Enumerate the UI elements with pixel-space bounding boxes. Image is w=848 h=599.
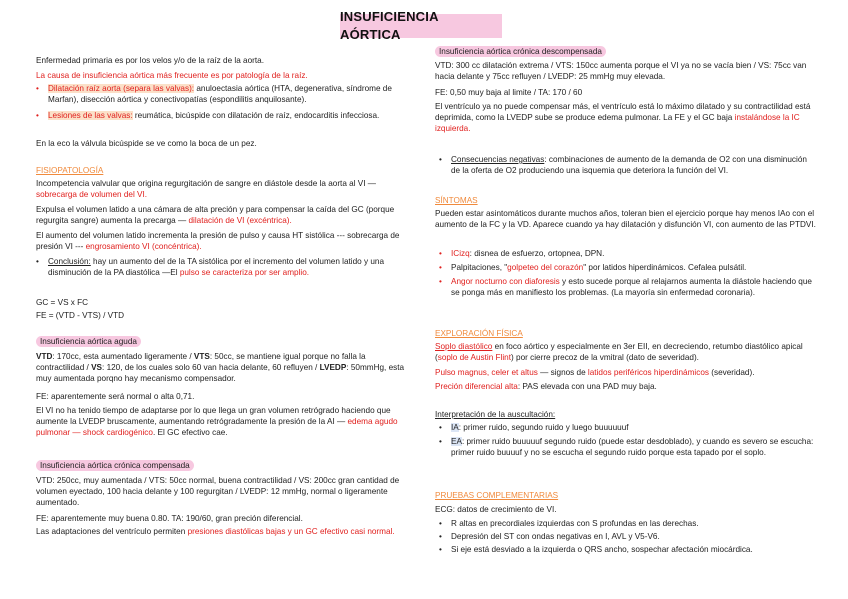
text-red: edema agudo pulmonar — shock cardiogénico	[36, 417, 398, 438]
cause-text: La causa de insuficiencia aórtica más frecuente es por patología de la raíz.	[36, 71, 308, 80]
sintoma-bullet-3	[451, 276, 817, 298]
auscultacion-bullet-ea	[451, 436, 817, 458]
bullet-text: Palpitaciones, "	[451, 263, 508, 272]
label: VTD	[36, 352, 53, 361]
text: (severidad).	[708, 368, 755, 377]
bullet-text: hay un aumento del de la TA sistólica por el incremento del volumen latido y una disminución de la PA diastólica —El	[48, 257, 385, 278]
text: — signos de	[537, 368, 588, 377]
text: El ventrículo ya no puede compensar más, el ventrículo está lo máximo dilatado y su contractilidad está deprimida, como la LVEDP sube se produce edema pulmonar. La FE y el GC baja	[435, 102, 811, 123]
bullet-label: EA	[451, 437, 462, 446]
heading-pill: Insuficiencia aórtica crónica compensada	[36, 460, 194, 471]
prueba-bullet-2: • Depresión del ST con ondas negativas en I, AVL y V5-V6.	[451, 531, 660, 542]
ecg-text: ECG: datos de crecimiento de VI.	[435, 505, 557, 514]
text: ) por cierre precoz de la vmitral (dato de severidad).	[511, 353, 699, 363]
fisio-paragraph-2	[36, 204, 408, 226]
descompensada-fe: FE: 0,50 muy baja al limite / TA: 170 / 60	[435, 88, 583, 97]
cause-bullet-2	[48, 110, 398, 121]
bullet-text: " por latidos hiperdinámicos. Cefalea pulsátil.	[583, 263, 747, 272]
exploracion-heading: EXPLORACIÓN FÍSICA	[435, 329, 523, 338]
descompensada-paragraph-1: VTD: 300 cc dilatación extrema / VTS: 150cc aumenta porque el VI ya no se vacía bien / VS: 75cc van hacia delante y 75cc refluyen / LVEDP: 25 mmHg muy elevada.	[435, 61, 807, 82]
intro-text: Enfermedad primaria es por los velos y/o de la raíz de la aorta.	[36, 56, 264, 65]
consecuencias-bullet	[451, 154, 817, 176]
text-red: dilatación de VI (excéntrica).	[188, 216, 292, 226]
sintoma-bullet-2	[451, 262, 817, 273]
cronica-heading	[36, 460, 194, 471]
descompensada-heading	[435, 46, 606, 57]
text: Incompetencia valvular que origina regurgitación de sangre en diástole desde la aorta al VI —	[36, 179, 376, 188]
formula-gc: GC = VS x FC	[36, 298, 89, 307]
heading-pill: Insuficiencia aórtica crónica descompensada	[435, 46, 606, 57]
bullet-text: reumática, bicúspide con dilatación de raíz, endocarditis infecciosa.	[132, 111, 380, 120]
echo-text: En la eco la válvula bicúspide se ve como la boca de un pez.	[36, 139, 257, 148]
text-red: ICizq	[451, 249, 470, 258]
heading-pill: Insuficiencia aórtica aguda	[36, 336, 141, 347]
text: Expulsa el volumen latido a una cámara de alta preción y para compensar la caída del GC (porque regurgita sangre) aumenta la precarga —	[36, 205, 395, 226]
label: VTS	[193, 352, 210, 361]
text-red: Angor nocturno con diaforesis	[451, 277, 560, 286]
text: El VI no ha tenido tiempo de adaptarse por lo que llega un gran volumen retrógrado haciendo que aumente la LVEDP bruscamente, aumentando retrógradamente la presión de la AI —	[36, 406, 391, 427]
cronica-paragraph-2	[36, 526, 408, 537]
text: : 50mmHg, esta muy aumentada porqno hay mecanismo compensador.	[36, 363, 405, 384]
bullet-text: : combinaciones de aumento de la demanda de O2 con una disminución de la oferta de O2 produciendo una isquemia que deteriora la función del VI.	[451, 155, 807, 176]
cause-bullet-1	[48, 83, 398, 105]
cronica-fe: FE: aparentemente muy buena 0.80. TA: 190/60, gran preción diferencial.	[36, 514, 303, 523]
aguda-paragraph-2	[36, 405, 408, 438]
sintomas-heading: SÍNTOMAS	[435, 196, 478, 205]
sintomas-paragraph: Pueden estar asintomáticos durante muchos años, toleran bien el ejercicio porque hay menos IAo con el aumento de la FC y la VD. Aparece cuando ya hay dilatación y disfunción VI, con aumento de las PTDVI.	[435, 209, 816, 230]
text-red: pulso se caracteriza por ser amplio.	[179, 268, 310, 278]
conclusion-bullet	[48, 256, 408, 278]
bullet-text: y esto sucede porque al relajarnos aumenta la diástole haciendo que se ponga más en manifiesto los problemas. (La mayoría sin enfermedad coronaria).	[451, 277, 812, 298]
text: : 50cc, se mantiene igual porque no falla la contractilidad /	[36, 352, 366, 373]
prueba-bullet-3: • Si eje está desviado a la izquierda o QRS ancho, sospechar afectación miocárdica.	[451, 544, 753, 555]
text: : PAS elevada con una PAD muy baja.	[517, 382, 657, 391]
label: LVEDP	[319, 363, 347, 373]
text: . El GC efectivo cae.	[152, 428, 228, 438]
text-red: presiones diastólicas bajas y un GC efectivo casi normal.	[187, 527, 395, 536]
fisiopatologia-heading: FISIOPATOLOGÍA	[36, 166, 104, 175]
bullet-label: IA	[451, 423, 459, 432]
bullet-label: Lesiones de las valvas:	[48, 111, 133, 120]
text: : 170cc, esta aumentado ligeramente /	[52, 352, 194, 361]
aguda-heading	[36, 336, 141, 347]
exploracion-paragraph-2	[435, 367, 817, 378]
text-red: golpeteo del corazón	[507, 263, 584, 272]
text-red: instalándose la IC izquierda.	[435, 113, 800, 134]
descompensada-paragraph-2	[435, 101, 817, 134]
aguda-fe: FE: aparentemente será normal o alta 0,71.	[36, 392, 195, 401]
fisio-paragraph-3	[36, 230, 408, 252]
exploracion-paragraph-3	[435, 381, 657, 392]
aguda-paragraph-1	[36, 351, 408, 384]
exploracion-paragraph-1	[435, 341, 817, 363]
text-red: engrosamiento VI (concéntrica).	[85, 242, 202, 252]
text-red: sobrecarga de volumen del VI.	[36, 190, 148, 200]
text: Las adaptaciones del ventrículo permiten	[36, 527, 188, 536]
bullet-label: Conclusión:	[48, 257, 91, 266]
label: VS	[91, 363, 103, 373]
pruebas-heading: PRUEBAS COMPLEMENTARIAS	[435, 491, 559, 500]
text: : 120, de los cuales solo 60 van hacia delante, 60 refluyen /	[102, 363, 320, 373]
cronica-paragraph-1: VTD: 250cc, muy aumentada / VTS: 50cc normal, buena contractilidad / VS: 200cc gran cantidad de volumen eyectado, 100 hacia delante y 100 regurgitan / LVEDP: 12 mmHg, normal o ligeramente aumentado.	[36, 476, 400, 508]
formula-fe: FE = (VTD - VTS) / VTD	[36, 311, 125, 320]
prueba-bullet-1: • R altas en precordiales izquierdas con S profundas en las derechas.	[451, 518, 699, 529]
bullet-text: : primer ruido buuuuuf segundo ruido (puede estar desdoblado), y cuando es severo se escucha: primer ruido buuuuf y no se escucha el segundo ruido porque esta tapado por el soplo.	[451, 437, 814, 458]
page-title: INSUFICIENCIA AÓRTICA	[340, 14, 502, 38]
text-red: Preción diferencial alta	[435, 382, 518, 391]
bullet-label: Dilatación raíz aorta (separa las valvas):	[48, 84, 195, 93]
auscultacion-heading: Interpretación de la auscultación:	[435, 410, 556, 419]
bullet-text: anuloectasia aórtica (HTA, degenerativa, síndrome de Marfan), disección aórtica y conectivopatías (espondilitis anquilosante).	[48, 84, 392, 105]
bullet-label: Consecuencias negativas	[451, 155, 545, 164]
text: El aumento del volumen latido incrementa la presión de pulso y causa HT sistólica --- sobrecarga de presión VI ---	[36, 231, 400, 252]
bullet-text: : disnea de esfuerzo, ortopnea, DPN.	[469, 249, 605, 258]
sintoma-bullet-1	[451, 248, 817, 259]
text-red: soplo de Austin Flint	[437, 353, 512, 363]
auscultacion-bullet-ia	[451, 422, 817, 433]
fisio-paragraph-1	[36, 178, 408, 200]
text-red: latidos periféricos hiperdinámicos	[587, 368, 709, 377]
text-red: Soplo diastólico	[435, 342, 493, 351]
text: en foco aórtico y especialmente en 3er EII, en decreciendo, retumbo diastólico apical (	[435, 342, 803, 363]
text-red: Pulso magnus, celer et altus	[435, 368, 538, 377]
bullet-text: : primer ruido, segundo ruido y luego buuuuuuf	[458, 423, 629, 432]
